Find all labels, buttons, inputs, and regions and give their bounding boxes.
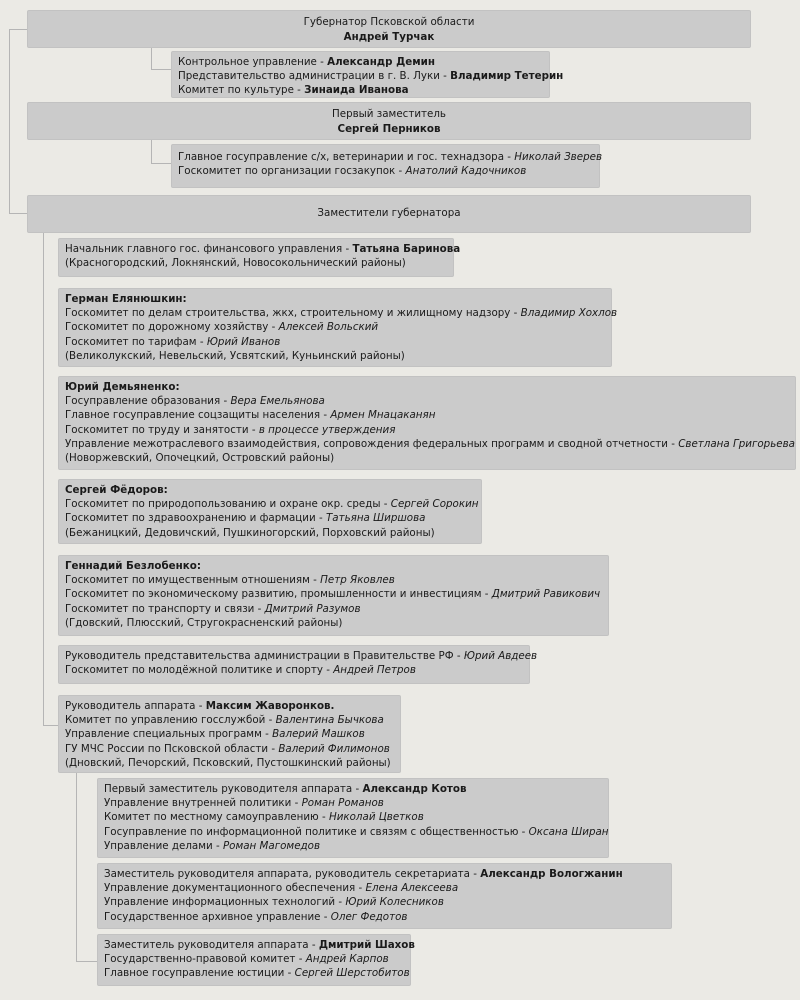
districts: (Красногородский, Локнянский, Новосокольнический районы) — [65, 257, 406, 270]
text-fragment: Управление внутренней политики - — [104, 797, 302, 810]
deputies-box — [28, 196, 750, 232]
list-item — [65, 511, 475, 525]
text-fragment: Петр Яковлев — [320, 574, 395, 587]
text-fragment: Александр Демин — [327, 56, 435, 68]
list-item — [104, 839, 602, 853]
connector-main — [9, 29, 28, 214]
text-fragment: Государственное архивное управление - — [104, 910, 331, 923]
list-item — [104, 825, 609, 839]
text-line — [65, 699, 394, 713]
list-item — [104, 966, 410, 980]
deputy-name: Сергей Фёдоров: — [65, 484, 168, 496]
text-line — [104, 938, 415, 952]
text-fragment: Госкомитет по тарифам - — [65, 335, 207, 348]
text-fragment: Татьяна Ширшова — [325, 512, 426, 525]
deputy-demyanenko — [59, 377, 795, 469]
connector-apparatus — [76, 771, 98, 962]
list-item — [104, 952, 404, 966]
text-fragment: Госкомитет по экономическому развитию, промышленности и инвестициям - — [65, 588, 492, 601]
text-fragment: Роман Романов — [301, 797, 384, 810]
text-fragment: в процессе утверждения — [258, 423, 396, 436]
text-fragment: ГУ МЧС России по Псковской области - — [65, 742, 279, 755]
list-item — [65, 437, 795, 451]
deputy-elyanyushkin — [59, 289, 618, 366]
text-fragment: Госкомитет по имущественным отношениям - — [65, 574, 321, 587]
list-item — [65, 727, 394, 741]
representation-box — [59, 646, 538, 683]
deputy-name: Геннадий Безлобенко: — [65, 560, 201, 572]
list-item — [65, 423, 789, 437]
first-deputy-subordinates — [172, 145, 603, 187]
list-item — [65, 663, 523, 677]
text-fragment: Елена Алексеева — [365, 882, 459, 895]
list-item — [65, 713, 394, 727]
text-fragment: Комитет по культуре - — [178, 84, 305, 97]
governor-subordinates — [172, 52, 564, 97]
text-fragment: Госкомитет по здравоохранению и фармации - — [65, 512, 326, 525]
text-fragment: Вера Емельянова — [230, 395, 325, 408]
text-line — [104, 867, 665, 881]
text-fragment: Госкомитет по дорожному хозяйству - — [65, 321, 279, 334]
text-fragment: Госкомитет по организации госзакупок - — [178, 165, 406, 178]
text-fragment: Заместитель руководителя аппарата, руководитель секретариата - — [104, 868, 481, 880]
text-fragment: Дмитрий Шахов — [318, 939, 415, 951]
text-fragment: Контрольное управление - — [178, 56, 328, 68]
text-fragment: Александр Котов — [362, 783, 467, 795]
text-fragment: Государственно-правовой комитет - — [104, 953, 306, 966]
text-fragment: Комитет по управлению госслужбой - — [65, 714, 276, 727]
list-item — [178, 69, 564, 83]
text-fragment: Владимир Тетерин — [450, 70, 564, 83]
text-fragment: Юрий Колесников — [345, 896, 444, 909]
list-item — [178, 150, 603, 164]
text-fragment: Управление информационных технологий - — [104, 896, 346, 909]
list-item — [104, 881, 665, 895]
text-fragment: Валерий Филимонов — [278, 742, 390, 755]
governor-box — [28, 11, 750, 47]
text-fragment: Николай Цветков — [328, 811, 424, 824]
text-fragment: Владимир Хохлов — [520, 307, 618, 320]
text-fragment: Представительство администрации в г. В. Луки - — [178, 70, 451, 83]
list-item — [65, 649, 538, 663]
list-item — [65, 320, 605, 334]
first-deputy-box — [28, 103, 750, 139]
vologzhanin-box — [98, 864, 671, 928]
text-fragment: Руководитель аппарата - — [65, 700, 206, 712]
text-fragment: Госкомитет по транспорту и связи - — [65, 602, 265, 615]
list-item — [65, 573, 602, 587]
list-item — [65, 408, 789, 422]
deputy-baranova — [59, 239, 461, 276]
text-fragment: Андрей Петров — [333, 664, 416, 677]
districts: (Бежаницкий, Дедовичский, Пушкиногорский, Порховский районы) — [65, 526, 435, 539]
text-fragment: Роман Магомедов — [222, 839, 321, 852]
text-fragment: Управление документационного обеспечения - — [104, 882, 366, 895]
text-fragment: Госкомитет по природопользованию и охране окр. среды - — [65, 498, 391, 511]
list-item — [178, 83, 543, 97]
deputy-bezlobenko — [59, 556, 608, 635]
list-item — [178, 55, 543, 69]
kotov-box — [98, 779, 608, 857]
text-fragment: Зинаида Иванова — [304, 84, 409, 97]
text-fragment: Максим Жаворонков. — [205, 700, 335, 712]
text-fragment: Дмитрий Разумов — [264, 602, 361, 615]
list-item — [65, 306, 618, 320]
list-item — [65, 394, 789, 408]
text-fragment: Сергей Шерстобитов — [294, 967, 410, 980]
text-fragment: Госкомитет по молодёжной политике и спорту - — [65, 664, 334, 677]
deputy-name: Герман Елянюшкин: — [65, 293, 187, 305]
list-item — [65, 602, 602, 616]
districts: (Новоржевский, Опочецкий, Островский районы) — [65, 452, 335, 465]
list-item — [65, 587, 602, 601]
deputy-name: Юрий Демьяненко: — [65, 381, 180, 393]
connector-governor — [151, 48, 172, 70]
shakhov-box — [98, 935, 415, 985]
text-line — [104, 782, 602, 796]
text-fragment: Госкомитет по труду и занятости - — [65, 423, 259, 436]
districts: (Великолукский, Невельский, Усвятский, Куньинский районы) — [65, 349, 405, 362]
list-item — [65, 497, 479, 511]
text-fragment: Руководитель представительства администрации в Правительстве РФ - — [65, 650, 464, 662]
first-deputy-title: Первый заместитель — [332, 108, 446, 120]
text-fragment: Госкомитет по делам строительства, жкх, строительному и жилищному надзору - — [65, 307, 521, 320]
districts: (Дновский, Печорский, Псковский, Пустошкинский районы) — [65, 756, 391, 769]
text-fragment: Юрий Авдеев — [463, 650, 538, 662]
text-fragment: Сергей Сорокин — [390, 498, 479, 511]
text-fragment: Главное госуправление соцзащиты населения - — [65, 409, 331, 422]
list-item — [178, 164, 593, 178]
text-fragment: Андрей Карпов — [305, 953, 389, 966]
apparatus-box — [59, 696, 400, 772]
text-fragment: Начальник главного гос. финансового управления - — [65, 243, 353, 255]
text-fragment: Главное госуправление юстиции - — [104, 967, 295, 980]
list-item — [104, 895, 665, 909]
text-fragment: Управление межотраслевого взаимодействия, сопровождения федеральных программ и сводной отчетности - — [65, 437, 679, 450]
text-fragment: Управление делами - — [104, 839, 223, 852]
text-fragment: Александр Вологжанин — [480, 868, 623, 880]
text-fragment: Светлана Григорьева — [678, 437, 795, 450]
text-fragment: Главное госуправление с/х, ветеринарии и гос. технадзора - — [178, 151, 515, 163]
connector-first-deputy — [151, 139, 172, 164]
text-line — [65, 242, 461, 256]
connector-deputies — [43, 232, 59, 726]
governor-name: Андрей Турчак — [343, 31, 435, 43]
deputies-title: Заместители губернатора — [317, 207, 461, 219]
list-item — [65, 335, 605, 349]
first-deputy-name: Сергей Перников — [337, 123, 441, 135]
text-fragment: Госуправление образования - — [65, 395, 231, 408]
text-fragment: Заместитель руководителя аппарата - — [104, 939, 319, 951]
text-fragment: Николай Зверев — [514, 151, 603, 163]
text-fragment: Олег Федотов — [330, 910, 408, 923]
list-item — [104, 796, 602, 810]
text-fragment: Алексей Вольский — [278, 321, 379, 334]
text-fragment: Госуправление по информационной политике и связям с общественностью - — [104, 825, 529, 838]
text-fragment: Анатолий Кадочников — [405, 165, 527, 178]
text-fragment: Первый заместитель руководителя аппарата - — [104, 783, 363, 795]
text-fragment: Юрий Иванов — [206, 335, 281, 348]
list-item — [65, 742, 394, 756]
list-item — [104, 810, 602, 824]
governor-title: Губернатор Псковской области — [303, 16, 475, 28]
text-fragment: Комитет по местному самоуправлению - — [104, 811, 329, 824]
text-fragment: Валентина Бычкова — [275, 714, 384, 727]
deputy-fedorov — [59, 480, 481, 543]
text-fragment: Оксана Ширан — [528, 825, 609, 838]
text-fragment: Армен Мнацаканян — [330, 409, 436, 422]
districts: (Гдовский, Плюсский, Стругокрасненский районы) — [65, 616, 343, 629]
list-item — [104, 910, 665, 924]
text-fragment: Дмитрий Равикович — [491, 588, 601, 601]
text-fragment: Валерий Машков — [272, 728, 365, 741]
text-fragment: Татьяна Баринова — [352, 243, 461, 255]
text-fragment: Управление специальных программ - — [65, 728, 273, 741]
